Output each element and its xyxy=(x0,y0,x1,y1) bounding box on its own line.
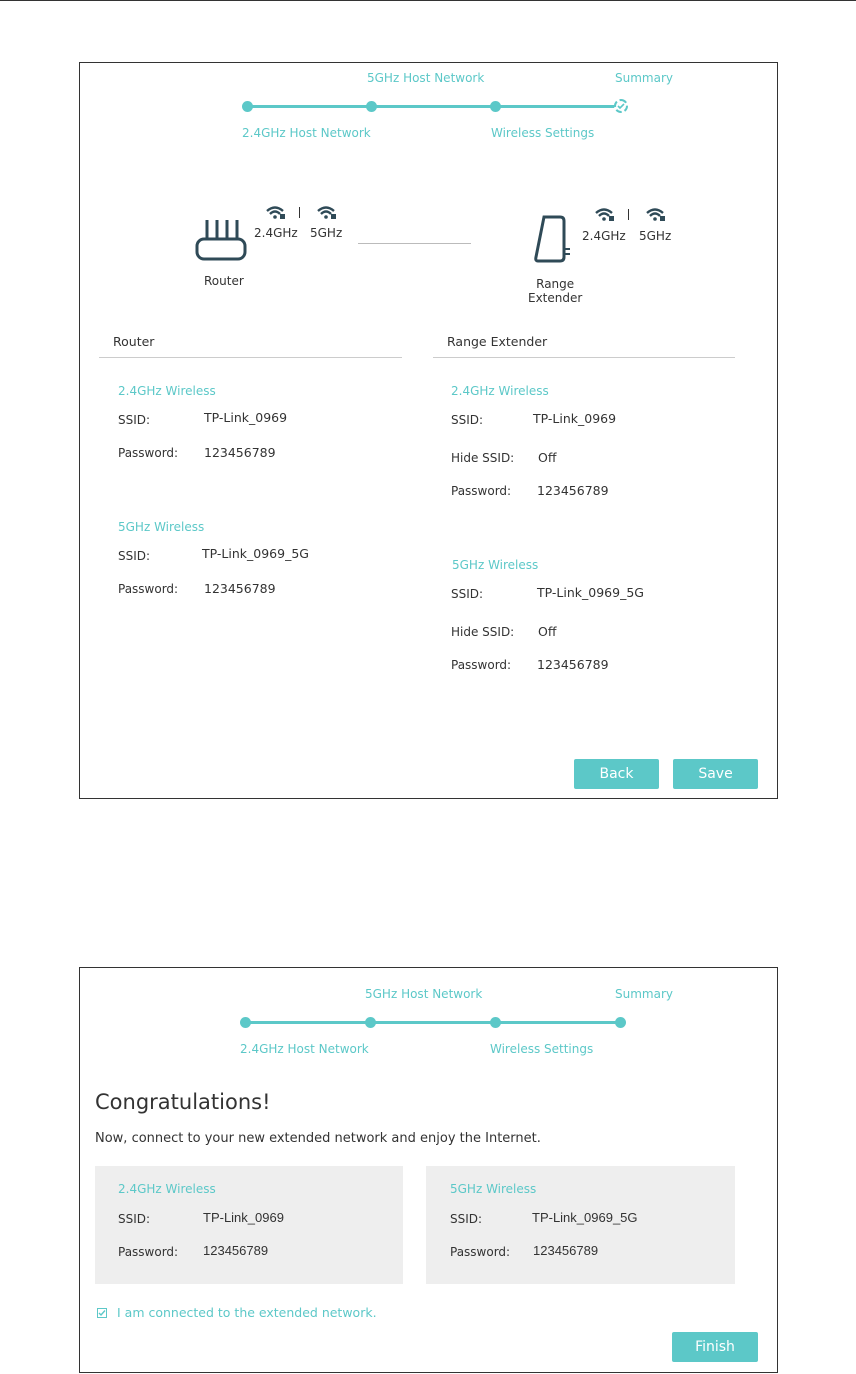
router-5-ssid-label: SSID: xyxy=(118,549,151,563)
check-icon xyxy=(616,101,626,111)
finish-panel xyxy=(79,967,778,1373)
summary-panel xyxy=(79,62,778,799)
step-dot-2b[interactable] xyxy=(365,1017,376,1028)
card-5-ssid-label: SSID: xyxy=(450,1212,483,1226)
wireless-5-card xyxy=(426,1166,735,1284)
connection-line xyxy=(358,243,471,244)
router-24-password-value: 123456789 xyxy=(204,445,276,460)
extender-5-hide-label: Hide SSID: xyxy=(451,625,515,639)
band-label-24-extender: 2.4GHz xyxy=(582,229,626,243)
step-dot-1[interactable] xyxy=(242,101,253,112)
congratulations-subtitle: Now, connect to your new extended network and enjoy the Internet. xyxy=(95,1131,541,1146)
congratulations-title: Congratulations! xyxy=(95,1090,271,1114)
router-icon xyxy=(194,217,248,263)
step-label-summary-2: Summary xyxy=(615,987,673,1001)
band-label-5-extender: 5GHz xyxy=(639,229,672,243)
finish-button[interactable]: Finish xyxy=(672,1332,758,1362)
connected-checkbox-label[interactable]: I am connected to the extended network. xyxy=(117,1305,377,1320)
extender-header-rule xyxy=(433,357,735,358)
step-dot-4b[interactable] xyxy=(615,1017,626,1028)
card-5-password-label: Password: xyxy=(450,1245,511,1259)
router-24-ssid-label: SSID: xyxy=(118,413,151,427)
range-extender-label: Range Extender xyxy=(528,277,583,305)
step-label-wireless-settings-2: Wireless Settings xyxy=(490,1042,594,1056)
extender-24-section-title: 2.4GHz Wireless xyxy=(451,384,549,398)
wifi-lock-icon-5-extender xyxy=(645,207,667,223)
page-top-rule xyxy=(0,0,856,1)
card-24-ssid-label: SSID: xyxy=(118,1212,151,1226)
extender-5-password-label: Password: xyxy=(451,658,512,672)
wireless-24-card xyxy=(95,1166,403,1284)
step-label-summary: Summary xyxy=(615,71,673,85)
router-header-rule xyxy=(99,357,402,358)
step-dot-3b[interactable] xyxy=(490,1017,501,1028)
connected-checkbox[interactable] xyxy=(97,1308,107,1318)
router-label: Router xyxy=(204,274,244,288)
band-divider-extender xyxy=(628,209,629,220)
router-5-ssid-value: TP-Link_0969_5G xyxy=(202,546,309,561)
router-24-password-label: Password: xyxy=(118,446,179,460)
wifi-lock-icon-5-router xyxy=(316,205,338,221)
extender-24-password-label: Password: xyxy=(451,484,512,498)
router-24-section-title: 2.4GHz Wireless xyxy=(118,384,216,398)
extender-24-ssid-label: SSID: xyxy=(451,413,484,427)
card-5-password-value: 123456789 xyxy=(533,1243,599,1258)
wifi-lock-icon-24-extender xyxy=(594,207,616,223)
router-24-ssid-value: TP-Link_0969 xyxy=(204,410,288,425)
card-24-ssid-value: TP-Link_0969 xyxy=(203,1210,284,1225)
card-24-password-value: 123456789 xyxy=(203,1243,269,1258)
step-label-5ghz-host-2: 5GHz Host Network xyxy=(365,987,483,1001)
extender-5-ssid-value: TP-Link_0969_5G xyxy=(537,585,644,600)
extender-24-password-value: 123456789 xyxy=(537,483,609,498)
step-label-24ghz-host-2: 2.4GHz Host Network xyxy=(240,1042,369,1056)
step-dot-2[interactable] xyxy=(366,101,377,112)
card-5-title: 5GHz Wireless xyxy=(450,1182,537,1196)
extender-24-ssid-value: TP-Link_0969 xyxy=(533,411,617,426)
step-dot-1b[interactable] xyxy=(240,1017,251,1028)
wifi-lock-icon-24-router xyxy=(265,205,287,221)
step-dot-3[interactable] xyxy=(490,101,501,112)
extender-24-hide-label: Hide SSID: xyxy=(451,451,515,465)
router-5-password-value: 123456789 xyxy=(204,581,276,596)
extender-5-password-value: 123456789 xyxy=(537,657,609,672)
back-button[interactable]: Back xyxy=(574,759,659,789)
extender-24-hide-value: Off xyxy=(538,450,557,465)
card-24-password-label: Password: xyxy=(118,1245,179,1259)
step-label-5ghz-host: 5GHz Host Network xyxy=(367,71,485,85)
range-extender-icon xyxy=(532,213,574,267)
extender-5-section-title: 5GHz Wireless xyxy=(452,558,539,572)
card-24-title: 2.4GHz Wireless xyxy=(118,1182,216,1196)
card-5-ssid-value: TP-Link_0969_5G xyxy=(532,1210,638,1225)
band-label-24-router: 2.4GHz xyxy=(254,226,298,240)
extender-5-ssid-label: SSID: xyxy=(451,587,484,601)
router-column-header: Router xyxy=(113,334,155,349)
step-label-24ghz-host: 2.4GHz Host Network xyxy=(242,126,371,140)
extender-column-header: Range Extender xyxy=(447,334,548,349)
step-dot-4-check[interactable] xyxy=(614,99,628,113)
band-label-5-router: 5GHz xyxy=(310,226,343,240)
band-divider xyxy=(299,207,300,218)
step-label-wireless-settings: Wireless Settings xyxy=(491,126,595,140)
save-button[interactable]: Save xyxy=(673,759,758,789)
checkmark-icon xyxy=(98,1309,106,1317)
router-5-password-label: Password: xyxy=(118,582,179,596)
router-5-section-title: 5GHz Wireless xyxy=(118,520,205,534)
extender-5-hide-value: Off xyxy=(538,624,557,639)
stepper-line xyxy=(247,105,621,108)
stepper-line-2 xyxy=(245,1021,620,1024)
